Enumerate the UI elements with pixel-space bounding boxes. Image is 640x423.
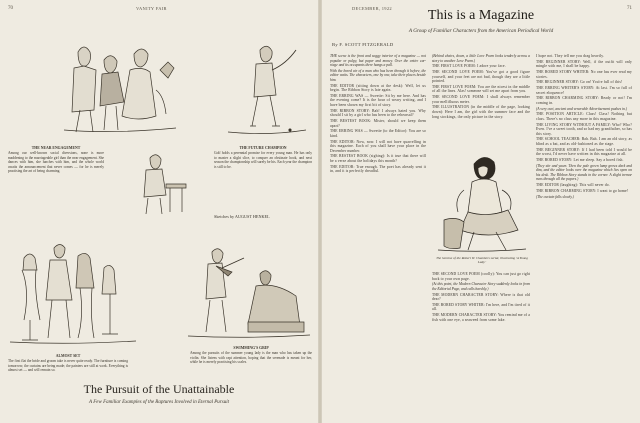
- col3-para: (The curtain falls slowly.): [536, 194, 574, 199]
- near-engagement-title: THE NEAR ENGAGEMENT: [31, 146, 81, 150]
- col3-para: THE SCHOOL TEACHER: Bah. Bah. I am an old story, as blind as a bat, and as old-fashioned as the stage.: [536, 137, 632, 146]
- right-page: [322, 0, 640, 423]
- col1-para: THE EDITOR: True enough. The poet has already sent it in, and it is perfectly dreadful.: [330, 164, 426, 174]
- sketch-future-champion: [220, 40, 310, 140]
- article-column-2-top: [432, 54, 530, 150]
- article-column-3: [536, 54, 632, 416]
- almost-set-text: The first flat the bride and groom take is never quite ready. The furniture is coming tomorrow; the curtains are being made; the painters are still at work. Everything is almost set — and will remain so.: [8, 359, 128, 373]
- col3-para: THE BEGINNER STORY: Well, if the outfit will only mingle with me, I shall be happy.: [536, 59, 632, 69]
- sketch-almost-set: [8, 238, 138, 348]
- col3-para: THE EDITOR (laughing): This will never do.: [536, 183, 610, 188]
- col1-para: THE BESTEST BOOK (sighing): Is it true that there will be a verse about the holidays this month?: [330, 154, 426, 163]
- col3-para: THE BORED STORY: Let me sleep. Say a bored fish.: [536, 158, 624, 162]
- col3-para: THE BEGINNER STORY: If I had been told I would be the worst, I'd never have written in this magazine at all.: [536, 147, 632, 157]
- col1-para: With the bored air of a man who has been through it before, the editor waits. The characters, one by one, take their places beside him.: [330, 68, 426, 82]
- future-champion-title: THE FUTURE CHAMPION: [239, 146, 287, 150]
- col2b-para: THE MODERN CHARACTER STORY: You remind me of a fish with one eye, a seaweed from some lake.: [432, 313, 530, 322]
- figure-illustration: [434, 150, 530, 254]
- col2-para: THE SECOND LOVE POEM: I shall always remember your mellifluous meter.: [432, 95, 530, 104]
- col2b-para: (At this point, the Modern Character Story suddenly looks in from the Editorial Page, and calls harshly.): [432, 282, 530, 291]
- future-champion-text: Golf holds a perennial promise for every young man. He has only to master a slight slice, to conquer an obstinate hook, and next season the championship will surely be his. Each year the champion is still to be.: [214, 151, 312, 169]
- article-subtitle: A Group of Familiar Characters from the American Periodical World: [408, 28, 554, 34]
- sketch-near-engagement: [60, 30, 180, 140]
- col2-para: THE FIRST LOVE POEM: You are the nicest in the middle of all the lines. Alas! someone will set me apart from you.: [432, 84, 530, 94]
- col1-para: THE ERRING WAS — Sweetie: Sit by me here. And has the evening come? It is the hour of weary writing, and I have been shown my first bit of story.: [330, 93, 426, 108]
- col3-para: (They stir and yawn. Then the pale green lamp grows dark and dim, and the editor looks over the magazine which lies open on his desk. The Ribbon Story stands in the corner. A slight tremor runs through all the papers.): [536, 163, 632, 182]
- col2b-para: THE MODERN CHARACTER STORY: Where is that old dear?: [432, 292, 530, 302]
- right-running-head: DECEMBER, 1922: [352, 6, 392, 11]
- feature-subtitle: A Few Familiar Examples of the Raptures Involved in Eternal Pursuit: [89, 400, 229, 405]
- article-title: This is a Magazine: [427, 8, 535, 23]
- col3-para: THE RIBBON CHARMING STORY: Ready or not! I'm coming in.: [536, 96, 632, 105]
- caption-almost-set: [8, 354, 128, 384]
- col2-para: (Behind chairs, down, a little Love Poem looks tenderly across a story to another Love Poem.): [432, 54, 530, 63]
- col1-para: THE BESTEST BOOK: Mister, should we keep them apart?: [330, 119, 426, 128]
- col2-para: THE SECOND LOVE POEM: You've got a good figure yourself, and your feet are not bad, though they are a little pointed.: [432, 70, 530, 84]
- col1-para: THE ERRING WAS — Sweetie (to the Editor): You are so kind.: [330, 129, 426, 138]
- left-page-number: 70: [8, 6, 13, 11]
- seated-woman-drawing: [434, 150, 530, 254]
- col3-para: THE BEGINNER STORY: Go on! You're full of this!: [536, 80, 623, 85]
- caption-swimming-grip: [190, 346, 312, 376]
- col1-para: THE RIBBON STORY: Bah! I always hated you. Why should I sit by a girl who has been to the rehearsal?: [330, 108, 426, 118]
- col3-para: (A very curt, ancient and venerable Advertisement pushes in.): [536, 106, 628, 111]
- col1-para: THE EDITOR (sitting down at the desk): Well, let us begin. The Ribbon Story is late again.: [330, 83, 426, 93]
- article-column-2-bottom: [432, 272, 530, 416]
- near-engagement-drawing: [60, 30, 180, 140]
- col3-para: THE BORED STORY WHITER: No one has ever read my stories.: [536, 70, 632, 79]
- future-champion-drawing: [220, 40, 310, 140]
- caption-future-champion: [214, 146, 312, 188]
- col2-para: THE FIRST LOVE POEM: I adore your face.: [432, 64, 506, 69]
- right-page-number: 71: [627, 6, 632, 11]
- col3-para: THE RIBBON CHARMING STORY: I want to go home!: [536, 188, 629, 193]
- col3-para: THE POSITION ARTICLE: Class! Class! Nothing but class. There's no class any more in this magazine.: [536, 112, 632, 121]
- almost-set-title: ALMOST SET: [55, 354, 81, 358]
- col3-para: THE ERRING WHITER'S STORY: At last. I'm so full of secret eloquence!: [536, 86, 632, 95]
- figure-caption: The heroine of the Robert W. Chambers serial, illustrating 'A Young Lady.': [436, 256, 528, 265]
- left-page: [0, 0, 318, 423]
- swimming-grip-title: SWIMMING'S GRIP: [233, 346, 269, 350]
- col1-para: THE scene is the front and soggy interior of a magazine — not popular or pulpy, but paper and money. Over the entire car-riage and its occupants there hangs a pall.: [330, 54, 426, 68]
- col3-para: I hope not. They tell me you drag heavily.: [536, 54, 605, 58]
- col3-para: THE LIVING STORY WITHOUT A FAMILY: Who? Who? Even. I've a sweet tooth, and so had my grandfather, so has this story.: [536, 122, 632, 136]
- col2b-para: THE BORED STORY WHITER: I'm here, and I'm tired of it all.: [432, 302, 530, 312]
- sketch-credit: Sketches by AUGUST HENKEL: [214, 214, 270, 219]
- left-running-head: VANITY FAIR: [136, 6, 167, 11]
- feature-title: The Pursuit of the Unattainable: [83, 382, 235, 396]
- article-byline: By F. SCOTT FITZGERALD: [332, 42, 394, 47]
- col2b-para: THE SECOND LOVE POEM (coolly): You can just go right back to your own page.: [432, 272, 530, 281]
- swimming-grip-drawing: [186, 244, 312, 340]
- caption-near-engagement: [8, 146, 104, 188]
- col2-para: THE ILLUSTRATION (in the middle of the page, looking down): Here I am, the girl with the summer face and the long stockings, the only picture in the story.: [432, 105, 530, 119]
- almost-set-drawing: [8, 238, 138, 348]
- col1-para: THE EDITOR: Now, now. I will not have quarrelling in this magazine. Each of you shall have your place in the December number.: [330, 139, 426, 153]
- sketch-swimming-grip: [186, 244, 312, 340]
- article-column-1: [330, 54, 426, 416]
- near-engagement-text: Among our well-known social diversions, none is more maddening to the marriageable girl than the near engagement. She dances with him, she lunches with him, and the whole world awaits the announcement that never comes — for he is merely practising the art of being charming.: [8, 151, 104, 174]
- swimming-grip-text: Among the pursuits of the summer young lady is the man who has taken up the violin. She listens with rapt attention, hoping that the serenade is meant for her, while he is merely practising his scales.: [190, 351, 312, 365]
- middle-drawing: [128, 150, 190, 220]
- sketch-middle: [128, 150, 190, 220]
